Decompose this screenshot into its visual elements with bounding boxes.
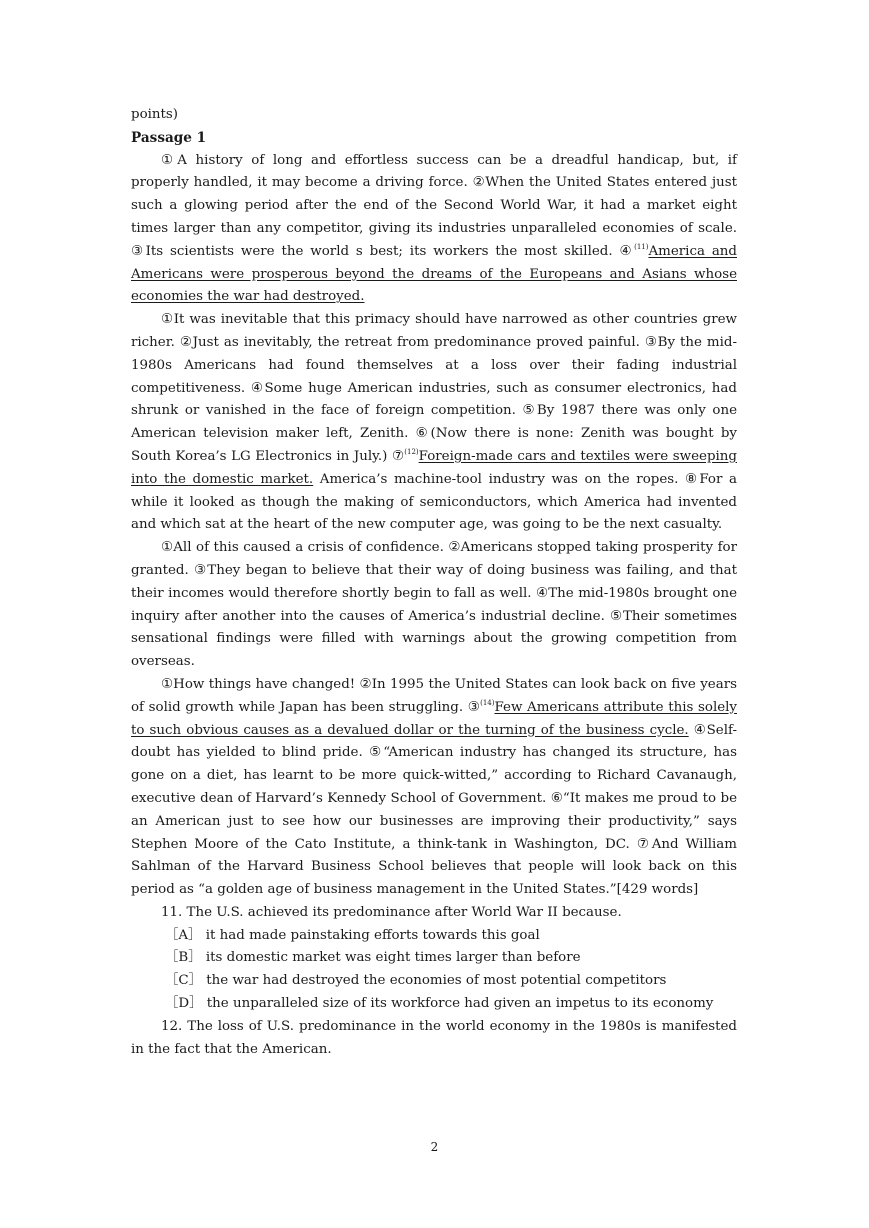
question-12-stem: 12. The loss of U.S. predominance in the world economy in the 1980s is manifested in the fact that the American.: [131, 1018, 737, 1057]
underlined-sentence-14: Few Americans attribute this solely to such obvious causes as a devalued dollar or the turning of the business cycle.: [131, 699, 737, 738]
paragraph-2-text: ①It was inevitable that this primacy should have narrowed as other countries grew richer. ②Just as inevitably, the retreat from predominance proved painful. ③By the mid-1980s Americans had found themselves at a loss over their fading industrial competitiveness. ④Some huge American industries, such as consumer electronics, had shrunk or vanished in the face of foreign competition. ⑤By 1987 there was only one American television maker left, Zenith. ⑥(Now there is none: Zenith was bought by South Korea’s LG Electronics in July.) ⑦: [131, 312, 737, 464]
paragraph-3: ①All of this caused a crisis of confidence. ②Americans stopped taking prosperity for granted. ③They began to believe that their way of doing business was failing, and that their incomes would therefore shortly begin to fall as well. ④The mid-1980s brought one inquiry after another into the causes of America’s industrial decline. ⑤Their sometimes sensational findings were filled with warnings about the growing competition from overseas.: [131, 540, 737, 670]
paragraph-1: [131, 150, 737, 310]
paragraph-2-text-end: America’s machine-tool industry was on the ropes. ⑧For a while it looked as though the making of semiconductors, which America had invented and which sat at the heart of the new computer age, was going to be the next casualty.: [131, 471, 737, 533]
question-11-option-c: ［C］ the war had destroyed the economies of most potential competitors: [165, 973, 667, 989]
footnote-marker-12: (12): [404, 447, 419, 456]
question-11-option-a: ［A］ it had made painstaking efforts towards this goal: [165, 927, 540, 943]
paragraph-4-text: ①How things have changed! ②In 1995 the United States can look back on five years of solid growth while Japan has been struggling. ③: [131, 676, 737, 715]
question-11-option-b: ［B］ its domestic market was eight times larger than before: [165, 950, 581, 966]
carryover-text: points): [131, 107, 179, 122]
question-11-stem: 11. The U.S. achieved its predominance after World War II because.: [161, 904, 622, 920]
document-body: [131, 104, 737, 1061]
paragraph-1-text: ①A history of long and effortless success can be a dreadful handicap, but, if properly handled, it may become a driving force. ②When the United States entered just such a glowing period after the end of the Second World War, it had a market eight times larger than any competitor, giving its industries unparalleled economies of scale. ③Its scientists were the world s best; its workers the most skilled. ④: [131, 152, 737, 259]
question-11-option-d: ［D］ the unparalleled size of its workforce had given an impetus to its economy: [165, 996, 714, 1012]
page-number: 2: [430, 1140, 439, 1154]
paragraph-4: [131, 674, 737, 902]
underlined-sentence-12: Foreign-made cars and textiles were sweeping into the domestic market.: [131, 448, 738, 487]
underlined-sentence-11: America and Americans were prosperous beyond the dreams of the Europeans and Asians whose economies the war had destroyed.: [131, 243, 737, 305]
paragraph-4-text-end: ④Self-doubt has yielded to blind pride. ⑤“American industry has changed its structure, has gone on a diet, has learnt to be more quick-witted,” according to Richard Cavanaugh, executive dean of Harvard’s Kennedy School of Government. ⑥“It makes me proud to be an American just to see how our businesses are improving their productivity,” says Stephen Moore of the Cato Institute, a think-tank in Washington, DC. ⑦And William Sahlman of the Harvard Business School believes that people will look back on this period as “a golden age of business management in the United States.”[429 words]: [131, 722, 738, 898]
paragraph-2: [131, 309, 737, 537]
footnote-marker-11: (11): [634, 242, 649, 251]
passage-title: Passage 1: [131, 129, 207, 146]
footnote-marker-14: (14): [480, 698, 495, 707]
